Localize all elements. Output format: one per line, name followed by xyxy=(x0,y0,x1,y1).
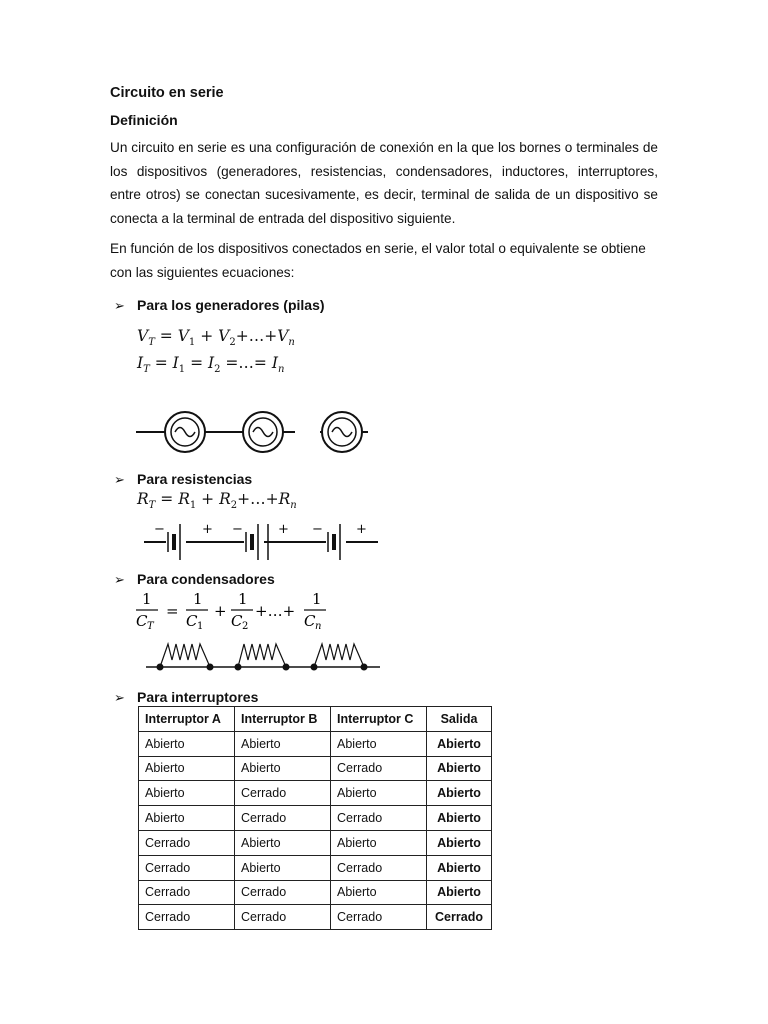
plus-sign: + xyxy=(202,522,213,537)
switch-state-cell: Abierto xyxy=(235,855,331,880)
switch-state-cell: Abierto xyxy=(139,731,235,756)
svg-text:1: 1 xyxy=(142,590,152,608)
switch-state-cell: Cerrado xyxy=(139,830,235,855)
switch-state-cell: Abierto xyxy=(235,756,331,781)
capacitance-equation xyxy=(134,586,334,632)
switch-state-cell: Abierto xyxy=(331,880,427,905)
table-row xyxy=(139,731,492,756)
bullet-icon: ➢ xyxy=(114,472,125,487)
plus-sign: + xyxy=(278,522,289,537)
svg-text:C: C xyxy=(304,612,316,630)
table-row xyxy=(139,806,492,831)
output-cell: Cerrado xyxy=(427,905,492,930)
capacitors-heading: Para condensadores xyxy=(137,571,275,587)
svg-text:+…+: +…+ xyxy=(255,602,296,620)
page-title: Circuito en serie xyxy=(110,85,224,101)
switch-state-cell: Cerrado xyxy=(331,806,427,831)
switches-heading: Para interruptores xyxy=(137,689,259,705)
output-cell: Abierto xyxy=(427,756,492,781)
switch-state-cell: Cerrado xyxy=(235,806,331,831)
output-cell: Abierto xyxy=(427,731,492,756)
generators-heading: Para los generadores (pilas) xyxy=(137,297,325,313)
resistance-equation: $R_T = R_1$ + $R_2+\dots+R_n$ xyxy=(137,490,297,512)
bullet-icon: ➢ xyxy=(114,298,125,313)
table-row xyxy=(139,880,492,905)
table-row xyxy=(139,830,492,855)
svg-text:1: 1 xyxy=(238,590,248,608)
current-equation: $I_T = I_1 = I_2$ =…= $I_n$ xyxy=(137,354,285,376)
table-header-row xyxy=(139,707,492,732)
switch-state-cell: Abierto xyxy=(331,830,427,855)
switch-state-cell: Cerrado xyxy=(139,880,235,905)
generators-diagram xyxy=(130,408,375,456)
definition-paragraph: Un circuito en serie es una configuración de conexión en la que los bornes o terminales de los dispositivos (generadores, resistencias, condensadores, inductores, interruptores, entre otros) se conectan sucesivamente, es decir, terminal de salida de un dispositivo se conecta a la terminal de entrada del dispositivo siguiente. xyxy=(110,140,658,226)
svg-text:=: = xyxy=(166,602,179,620)
intro-paragraph: En función de los dispositivos conectados en serie, el valor total o equivalente se obtiene con las siguientes ecuaciones: xyxy=(110,241,646,280)
switch-state-cell: Abierto xyxy=(331,731,427,756)
switch-state-cell: Abierto xyxy=(139,756,235,781)
table-row xyxy=(139,756,492,781)
ac-source-icon xyxy=(322,412,362,452)
minus-sign: − xyxy=(232,522,243,537)
svg-text:1: 1 xyxy=(193,590,203,608)
bullet-icon: ➢ xyxy=(114,690,125,705)
minus-sign: − xyxy=(312,522,323,537)
switch-truth-table xyxy=(138,706,492,930)
output-cell: Abierto xyxy=(427,880,492,905)
switch-state-cell: Cerrado xyxy=(235,880,331,905)
svg-text:2: 2 xyxy=(242,621,249,632)
svg-text:1: 1 xyxy=(197,621,204,632)
switch-state-cell: Cerrado xyxy=(331,905,427,930)
svg-text:+: + xyxy=(214,602,227,620)
resistors-heading: Para resistencias xyxy=(137,471,253,487)
section-heading: Definición xyxy=(110,112,178,128)
table-row xyxy=(139,905,492,930)
column-header: Interruptor C xyxy=(331,707,427,732)
switch-state-cell: Cerrado xyxy=(139,905,235,930)
output-cell: Abierto xyxy=(427,855,492,880)
capacitors-diagram xyxy=(144,636,384,674)
ac-source-icon xyxy=(165,412,205,452)
resistors-diagram xyxy=(140,518,385,564)
switch-state-cell: Abierto xyxy=(235,830,331,855)
switch-state-cell: Cerrado xyxy=(331,855,427,880)
svg-text:1: 1 xyxy=(312,590,322,608)
table-row xyxy=(139,781,492,806)
svg-text:C: C xyxy=(231,612,243,630)
output-cell: Abierto xyxy=(427,781,492,806)
output-cell: Abierto xyxy=(427,830,492,855)
switch-state-cell: Cerrado xyxy=(235,781,331,806)
column-header: Salida xyxy=(427,707,492,732)
minus-sign: − xyxy=(154,522,165,537)
switch-state-cell: Abierto xyxy=(139,781,235,806)
svg-text:C: C xyxy=(186,612,198,630)
bullet-icon: ➢ xyxy=(114,572,125,587)
output-cell: Abierto xyxy=(427,806,492,831)
ac-source-icon xyxy=(243,412,283,452)
svg-text:C: C xyxy=(136,612,148,630)
column-header: Interruptor B xyxy=(235,707,331,732)
svg-text:n: n xyxy=(315,621,322,632)
voltage-equation: $V_T = V_1$ + $V_2+\dots+V_n$ xyxy=(137,327,295,349)
switch-state-cell: Cerrado xyxy=(235,905,331,930)
column-header: Interruptor A xyxy=(139,707,235,732)
switch-state-cell: Abierto xyxy=(139,806,235,831)
table-row xyxy=(139,855,492,880)
plus-sign: + xyxy=(356,522,367,537)
switch-state-cell: Abierto xyxy=(235,731,331,756)
switch-state-cell: Abierto xyxy=(331,781,427,806)
switch-state-cell: Cerrado xyxy=(331,756,427,781)
switch-state-cell: Cerrado xyxy=(139,855,235,880)
svg-text:T: T xyxy=(147,621,154,632)
